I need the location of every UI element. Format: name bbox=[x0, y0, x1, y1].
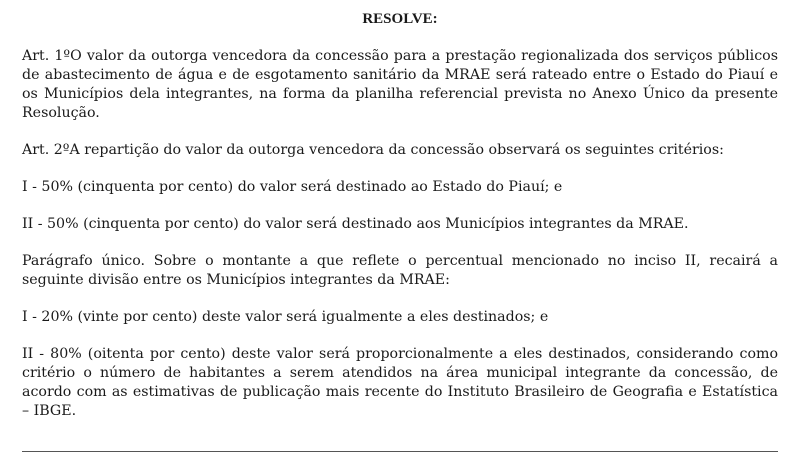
document-body bbox=[22, 0, 778, 421]
item-ii-municipalities-share: II - 50% (cinquenta por cento) do valor será destinado aos Municípios integrantes da MRAE. bbox=[22, 216, 689, 232]
item-i-state-share: I - 50% (cinquenta por cento) do valor será destinado ao Estado do Piauí; e bbox=[22, 179, 563, 195]
bottom-divider bbox=[22, 451, 778, 452]
sole-paragraph: Parágrafo único. Sobre o montante a que reflete o percentual mencionado no inciso II, recairá a seguinte divisão entre os Municípios integrantes da MRAE: bbox=[22, 253, 778, 288]
item-ii-proportional-share: II - 80% (oitenta por cento) deste valor será proporcionalmente a eles destinados, considerando como critério o número de habitantes a serem atendidos na área municipal integrante da concessão, de acordo com as estimativas de publicação mais recente do Instituto Brasileiro de Geografia e Estatística – IBGE. bbox=[22, 346, 778, 419]
section-heading: RESOLVE: bbox=[362, 11, 438, 27]
article-2: Art. 2ºA repartição do valor da outorga vencedora da concessão observará os seguintes critérios: bbox=[22, 142, 724, 158]
item-i-equal-share: I - 20% (vinte por cento) deste valor será igualmente a eles destinados; e bbox=[22, 309, 549, 325]
article-1: Art. 1ºO valor da outorga vencedora da concessão para a prestação regionalizada dos serviços públicos de abastecimento de água e de esgotamento sanitário da MRAE será rateado entre o Estado do Piauí e os Municípios dela integrantes, na forma da planilha referencial prevista no Anexo Único da presente Resolução. bbox=[22, 48, 778, 121]
